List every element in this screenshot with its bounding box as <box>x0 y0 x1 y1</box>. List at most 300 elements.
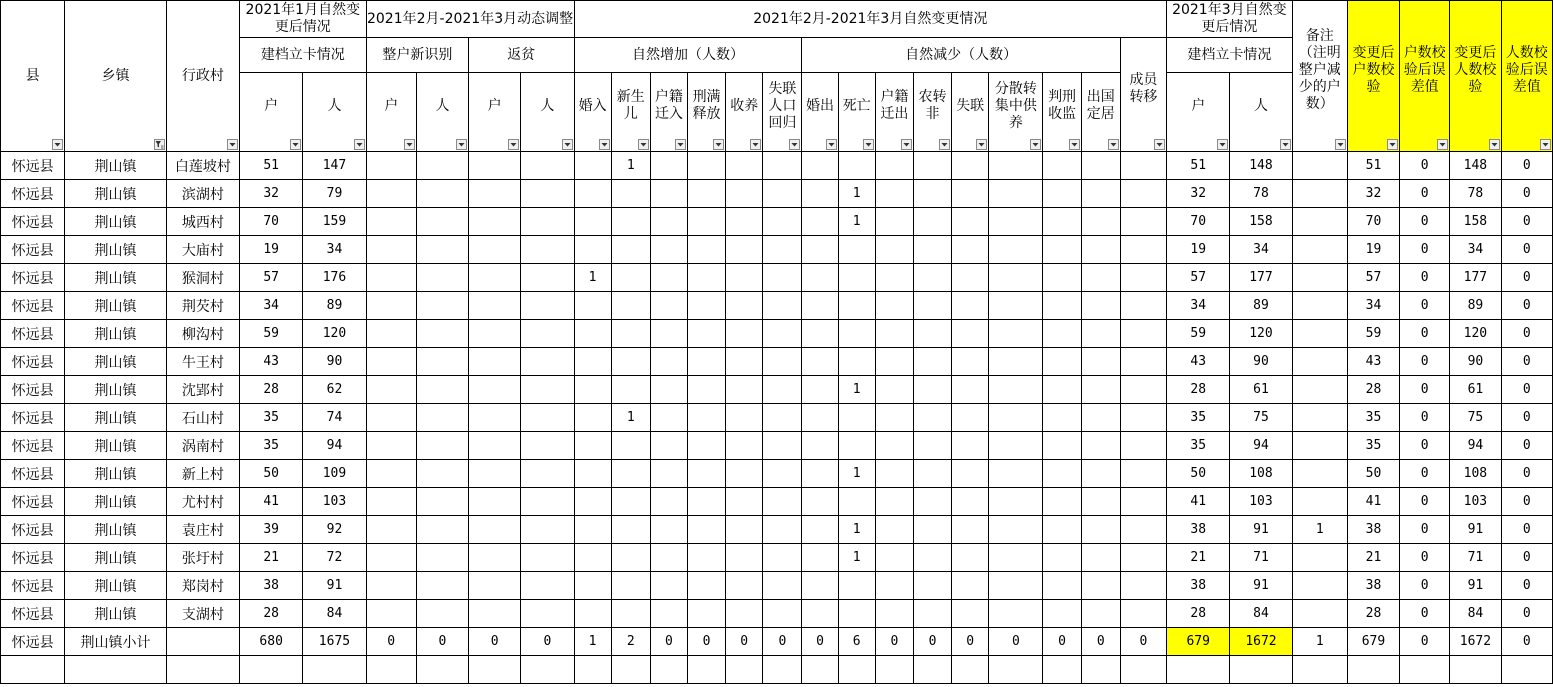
table-cell[interactable] <box>574 572 611 600</box>
table-cell[interactable] <box>687 264 725 292</box>
table-cell[interactable] <box>416 460 468 488</box>
table-cell[interactable] <box>611 236 650 264</box>
table-cell[interactable] <box>65 656 166 684</box>
table-cell[interactable]: 郑岗村 <box>166 572 239 600</box>
table-cell[interactable]: 0 <box>1501 516 1552 544</box>
table-cell[interactable]: 1 <box>838 460 875 488</box>
table-cell[interactable]: 43 <box>1167 348 1230 376</box>
table-cell[interactable]: 120 <box>1230 320 1292 348</box>
table-cell[interactable] <box>802 152 838 180</box>
table-cell[interactable] <box>1292 432 1347 460</box>
table-cell[interactable] <box>838 236 875 264</box>
table-cell[interactable] <box>1292 656 1347 684</box>
table-cell[interactable] <box>650 544 687 572</box>
table-cell[interactable]: 35 <box>1347 404 1399 432</box>
table-cell[interactable] <box>763 180 802 208</box>
table-cell[interactable] <box>574 208 611 236</box>
table-cell[interactable] <box>1043 208 1081 236</box>
table-cell[interactable]: 35 <box>1167 404 1230 432</box>
table-cell[interactable] <box>989 376 1043 404</box>
table-cell[interactable] <box>875 236 913 264</box>
filter-dropdown-icon[interactable] <box>1108 139 1119 150</box>
table-cell[interactable] <box>469 376 521 404</box>
table-cell[interactable]: 0 <box>1501 488 1552 516</box>
table-cell[interactable] <box>726 488 763 516</box>
table-cell[interactable] <box>416 404 468 432</box>
table-cell[interactable] <box>913 152 951 180</box>
table-cell[interactable]: 新上村 <box>166 460 239 488</box>
table-cell[interactable]: 怀远县 <box>1 516 65 544</box>
table-cell[interactable]: 0 <box>1400 432 1450 460</box>
table-cell[interactable] <box>521 152 574 180</box>
table-cell[interactable] <box>1292 544 1347 572</box>
table-cell[interactable] <box>650 432 687 460</box>
table-cell[interactable] <box>687 488 725 516</box>
table-cell[interactable] <box>650 404 687 432</box>
table-cell[interactable]: 38 <box>1347 572 1399 600</box>
table-cell[interactable]: 1 <box>838 376 875 404</box>
table-cell[interactable] <box>611 516 650 544</box>
table-cell[interactable]: 57 <box>1167 264 1230 292</box>
table-cell[interactable]: 1 <box>574 264 611 292</box>
table-cell[interactable] <box>416 656 468 684</box>
table-cell[interactable]: 91 <box>303 572 366 600</box>
table-cell[interactable] <box>802 208 838 236</box>
table-cell[interactable]: 159 <box>303 208 366 236</box>
table-cell[interactable] <box>521 348 574 376</box>
table-cell[interactable]: 怀远县 <box>1 264 65 292</box>
table-cell[interactable] <box>366 516 416 544</box>
table-cell[interactable] <box>469 320 521 348</box>
table-cell[interactable]: 怀远县 <box>1 320 65 348</box>
table-cell[interactable] <box>469 460 521 488</box>
table-cell[interactable]: 0 <box>802 628 838 656</box>
table-cell[interactable]: 147 <box>303 152 366 180</box>
table-cell[interactable]: 0 <box>1043 628 1081 656</box>
table-cell[interactable] <box>521 600 574 628</box>
table-cell[interactable] <box>1043 572 1081 600</box>
table-cell[interactable]: 大庙村 <box>166 236 239 264</box>
table-cell[interactable] <box>875 152 913 180</box>
table-cell[interactable]: 石山村 <box>166 404 239 432</box>
table-cell[interactable] <box>469 264 521 292</box>
table-cell[interactable] <box>913 432 951 460</box>
table-cell[interactable] <box>574 236 611 264</box>
table-cell[interactable] <box>366 404 416 432</box>
table-cell[interactable] <box>611 180 650 208</box>
table-cell[interactable]: 0 <box>1501 432 1552 460</box>
table-cell[interactable]: 91 <box>1230 572 1292 600</box>
table-cell[interactable]: 41 <box>240 488 303 516</box>
table-cell[interactable]: 176 <box>303 264 366 292</box>
table-cell[interactable]: 61 <box>1230 376 1292 404</box>
table-cell[interactable] <box>650 572 687 600</box>
table-cell[interactable] <box>989 348 1043 376</box>
table-cell[interactable] <box>875 348 913 376</box>
table-cell[interactable]: 21 <box>1347 544 1399 572</box>
table-cell[interactable]: 19 <box>1167 236 1230 264</box>
table-cell[interactable] <box>611 320 650 348</box>
table-cell[interactable]: 柳沟村 <box>166 320 239 348</box>
table-cell[interactable] <box>1292 376 1347 404</box>
table-cell[interactable]: 19 <box>240 236 303 264</box>
table-cell[interactable] <box>802 572 838 600</box>
table-cell[interactable]: 0 <box>1501 152 1552 180</box>
table-cell[interactable] <box>521 404 574 432</box>
table-cell[interactable] <box>913 544 951 572</box>
table-cell[interactable] <box>913 656 951 684</box>
table-cell[interactable] <box>416 292 468 320</box>
table-cell[interactable] <box>1043 180 1081 208</box>
table-cell[interactable]: 1 <box>838 516 875 544</box>
table-cell[interactable] <box>952 236 989 264</box>
table-cell[interactable] <box>1120 264 1166 292</box>
table-cell[interactable] <box>521 376 574 404</box>
table-cell[interactable]: 19 <box>1347 236 1399 264</box>
table-cell[interactable]: 荆山镇 <box>65 600 166 628</box>
table-cell[interactable] <box>726 292 763 320</box>
table-cell[interactable]: 0 <box>1400 292 1450 320</box>
table-cell[interactable]: 0 <box>1501 376 1552 404</box>
table-cell[interactable] <box>952 292 989 320</box>
table-cell[interactable] <box>687 292 725 320</box>
table-cell[interactable] <box>521 208 574 236</box>
table-cell[interactable] <box>875 376 913 404</box>
table-cell[interactable] <box>763 152 802 180</box>
table-cell[interactable] <box>469 600 521 628</box>
table-cell[interactable] <box>1120 292 1166 320</box>
table-cell[interactable]: 79 <box>303 180 366 208</box>
table-cell[interactable]: 0 <box>1400 544 1450 572</box>
table-cell[interactable] <box>952 460 989 488</box>
table-cell[interactable] <box>989 264 1043 292</box>
table-cell[interactable] <box>726 404 763 432</box>
table-cell[interactable] <box>802 320 838 348</box>
table-cell[interactable] <box>416 572 468 600</box>
table-cell[interactable]: 38 <box>1167 516 1230 544</box>
table-cell[interactable]: 1 <box>838 180 875 208</box>
table-cell[interactable] <box>1043 600 1081 628</box>
table-cell[interactable]: 怀远县 <box>1 544 65 572</box>
table-cell[interactable] <box>1081 432 1120 460</box>
table-cell[interactable] <box>1292 572 1347 600</box>
table-cell[interactable] <box>366 544 416 572</box>
table-cell[interactable] <box>1292 264 1347 292</box>
table-cell[interactable] <box>838 264 875 292</box>
table-cell[interactable] <box>1292 460 1347 488</box>
table-cell[interactable] <box>875 264 913 292</box>
table-cell[interactable]: 怀远县 <box>1 236 65 264</box>
table-cell[interactable] <box>763 460 802 488</box>
filter-dropdown-icon[interactable] <box>863 139 874 150</box>
table-cell[interactable] <box>1167 656 1230 684</box>
table-cell[interactable] <box>1081 600 1120 628</box>
table-cell[interactable] <box>687 376 725 404</box>
table-cell[interactable]: 怀远县 <box>1 152 65 180</box>
table-cell[interactable] <box>1501 656 1552 684</box>
table-cell[interactable] <box>416 376 468 404</box>
table-cell[interactable] <box>1043 488 1081 516</box>
table-cell[interactable]: 89 <box>1230 292 1292 320</box>
table-cell[interactable] <box>1120 432 1166 460</box>
table-cell[interactable] <box>952 516 989 544</box>
table-cell[interactable] <box>521 180 574 208</box>
table-cell[interactable]: 0 <box>1501 292 1552 320</box>
table-cell[interactable] <box>1081 292 1120 320</box>
filter-dropdown-icon[interactable] <box>1335 139 1346 150</box>
table-cell[interactable]: 32 <box>1347 180 1399 208</box>
table-cell[interactable] <box>1043 152 1081 180</box>
table-cell[interactable] <box>802 404 838 432</box>
table-cell[interactable] <box>726 572 763 600</box>
table-cell[interactable] <box>687 516 725 544</box>
filter-dropdown-icon[interactable] <box>562 139 573 150</box>
table-cell[interactable] <box>303 656 366 684</box>
table-cell[interactable]: 1 <box>838 544 875 572</box>
table-cell[interactable] <box>1120 488 1166 516</box>
table-cell[interactable]: 177 <box>1230 264 1292 292</box>
table-cell[interactable] <box>913 572 951 600</box>
table-cell[interactable]: 50 <box>240 460 303 488</box>
table-cell[interactable]: 51 <box>240 152 303 180</box>
table-cell[interactable] <box>611 572 650 600</box>
table-cell[interactable]: 28 <box>1347 600 1399 628</box>
table-cell[interactable]: 84 <box>1230 600 1292 628</box>
table-cell[interactable]: 61 <box>1450 376 1501 404</box>
table-cell[interactable]: 94 <box>1230 432 1292 460</box>
table-cell[interactable] <box>1081 180 1120 208</box>
table-cell[interactable]: 怀远县 <box>1 376 65 404</box>
table-cell[interactable] <box>366 152 416 180</box>
table-cell[interactable]: 荆山镇 <box>65 292 166 320</box>
table-cell[interactable] <box>1043 516 1081 544</box>
table-cell[interactable] <box>650 348 687 376</box>
table-cell[interactable] <box>726 460 763 488</box>
table-cell[interactable]: 94 <box>1450 432 1501 460</box>
table-cell[interactable]: 57 <box>1347 264 1399 292</box>
table-cell[interactable] <box>952 348 989 376</box>
table-cell[interactable] <box>1400 656 1450 684</box>
table-cell[interactable]: 679 <box>1167 628 1230 656</box>
table-cell[interactable] <box>838 656 875 684</box>
table-cell[interactable] <box>763 432 802 460</box>
table-cell[interactable]: 59 <box>1347 320 1399 348</box>
table-cell[interactable] <box>1292 208 1347 236</box>
table-cell[interactable] <box>366 236 416 264</box>
filter-dropdown-icon[interactable] <box>1489 139 1500 150</box>
table-cell[interactable] <box>875 544 913 572</box>
table-cell[interactable] <box>763 488 802 516</box>
table-cell[interactable] <box>838 152 875 180</box>
table-cell[interactable]: 1672 <box>1450 628 1501 656</box>
table-cell[interactable]: 90 <box>1230 348 1292 376</box>
table-cell[interactable] <box>1043 460 1081 488</box>
table-cell[interactable] <box>416 544 468 572</box>
table-cell[interactable] <box>726 320 763 348</box>
filter-dropdown-icon[interactable] <box>1437 139 1448 150</box>
filter-dropdown-icon[interactable] <box>1069 139 1080 150</box>
filter-dropdown-icon[interactable] <box>713 139 724 150</box>
table-cell[interactable]: 荆山镇 <box>65 572 166 600</box>
filter-dropdown-icon[interactable] <box>750 139 761 150</box>
table-cell[interactable]: 荆山镇 <box>65 488 166 516</box>
table-cell[interactable]: 89 <box>1450 292 1501 320</box>
table-cell[interactable] <box>726 348 763 376</box>
table-cell[interactable] <box>366 320 416 348</box>
table-cell[interactable] <box>726 544 763 572</box>
table-cell[interactable] <box>611 348 650 376</box>
table-cell[interactable]: 91 <box>1450 572 1501 600</box>
table-cell[interactable] <box>521 656 574 684</box>
table-cell[interactable] <box>952 376 989 404</box>
table-cell[interactable]: 34 <box>1347 292 1399 320</box>
table-cell[interactable] <box>763 404 802 432</box>
table-cell[interactable] <box>366 488 416 516</box>
table-cell[interactable]: 张圩村 <box>166 544 239 572</box>
table-cell[interactable] <box>687 348 725 376</box>
table-cell[interactable] <box>1230 656 1292 684</box>
table-cell[interactable]: 109 <box>303 460 366 488</box>
table-cell[interactable] <box>989 656 1043 684</box>
table-cell[interactable] <box>366 656 416 684</box>
table-cell[interactable] <box>1292 236 1347 264</box>
table-cell[interactable]: 0 <box>1400 152 1450 180</box>
table-cell[interactable]: 57 <box>240 264 303 292</box>
table-cell[interactable]: 90 <box>303 348 366 376</box>
table-cell[interactable]: 34 <box>1167 292 1230 320</box>
filter-dropdown-icon[interactable] <box>290 139 301 150</box>
table-cell[interactable]: 0 <box>1400 628 1450 656</box>
table-cell[interactable] <box>913 600 951 628</box>
table-cell[interactable] <box>802 544 838 572</box>
table-cell[interactable]: 0 <box>1400 236 1450 264</box>
table-cell[interactable] <box>1043 376 1081 404</box>
table-cell[interactable]: 158 <box>1230 208 1292 236</box>
table-cell[interactable] <box>166 656 239 684</box>
table-cell[interactable] <box>416 236 468 264</box>
filter-dropdown-icon[interactable] <box>1154 139 1165 150</box>
table-cell[interactable] <box>726 152 763 180</box>
table-cell[interactable] <box>1120 404 1166 432</box>
table-cell[interactable] <box>952 320 989 348</box>
table-cell[interactable]: 1 <box>838 208 875 236</box>
table-cell[interactable] <box>521 432 574 460</box>
table-cell[interactable] <box>763 320 802 348</box>
table-cell[interactable]: 89 <box>303 292 366 320</box>
table-cell[interactable] <box>726 236 763 264</box>
table-cell[interactable]: 38 <box>240 572 303 600</box>
table-cell[interactable]: 0 <box>1400 208 1450 236</box>
table-cell[interactable]: 荆山镇 <box>65 208 166 236</box>
table-cell[interactable]: 679 <box>1347 628 1399 656</box>
table-cell[interactable]: 78 <box>1230 180 1292 208</box>
table-cell[interactable]: 103 <box>1450 488 1501 516</box>
table-cell[interactable] <box>989 488 1043 516</box>
table-cell[interactable]: 78 <box>1450 180 1501 208</box>
table-cell[interactable]: 38 <box>1167 572 1230 600</box>
table-cell[interactable]: 103 <box>1230 488 1292 516</box>
filter-dropdown-icon[interactable] <box>789 139 800 150</box>
table-cell[interactable]: 72 <box>303 544 366 572</box>
table-cell[interactable] <box>913 180 951 208</box>
filter-dropdown-icon[interactable] <box>1387 139 1398 150</box>
table-cell[interactable] <box>726 516 763 544</box>
table-cell[interactable] <box>521 516 574 544</box>
table-cell[interactable]: 2 <box>611 628 650 656</box>
table-cell[interactable] <box>650 208 687 236</box>
table-cell[interactable] <box>1450 656 1501 684</box>
table-cell[interactable] <box>687 320 725 348</box>
table-cell[interactable] <box>875 656 913 684</box>
table-cell[interactable] <box>763 572 802 600</box>
table-cell[interactable]: 0 <box>1400 376 1450 404</box>
table-cell[interactable] <box>650 600 687 628</box>
table-cell[interactable]: 103 <box>303 488 366 516</box>
table-cell[interactable]: 1 <box>611 404 650 432</box>
table-cell[interactable] <box>989 180 1043 208</box>
table-cell[interactable] <box>1043 292 1081 320</box>
table-cell[interactable] <box>875 488 913 516</box>
table-cell[interactable] <box>469 208 521 236</box>
table-cell[interactable]: 0 <box>1081 628 1120 656</box>
table-cell[interactable]: 0 <box>1400 516 1450 544</box>
table-cell[interactable] <box>1081 516 1120 544</box>
table-cell[interactable] <box>1081 572 1120 600</box>
table-cell[interactable] <box>802 656 838 684</box>
table-cell[interactable] <box>687 460 725 488</box>
table-cell[interactable] <box>1120 152 1166 180</box>
table-cell[interactable]: 84 <box>303 600 366 628</box>
table-cell[interactable] <box>1043 432 1081 460</box>
table-cell[interactable] <box>416 208 468 236</box>
table-cell[interactable] <box>366 348 416 376</box>
table-cell[interactable] <box>650 460 687 488</box>
table-cell[interactable] <box>611 544 650 572</box>
table-cell[interactable]: 148 <box>1450 152 1501 180</box>
table-cell[interactable]: 0 <box>989 628 1043 656</box>
table-cell[interactable] <box>521 320 574 348</box>
table-cell[interactable] <box>875 292 913 320</box>
table-cell[interactable] <box>687 572 725 600</box>
table-cell[interactable]: 沈郢村 <box>166 376 239 404</box>
table-cell[interactable]: 荆山镇 <box>65 152 166 180</box>
table-cell[interactable]: 32 <box>240 180 303 208</box>
table-cell[interactable]: 51 <box>1347 152 1399 180</box>
table-cell[interactable] <box>611 656 650 684</box>
table-cell[interactable] <box>469 656 521 684</box>
table-cell[interactable] <box>521 460 574 488</box>
table-cell[interactable] <box>952 264 989 292</box>
filter-dropdown-icon[interactable] <box>826 139 837 150</box>
table-cell[interactable] <box>366 292 416 320</box>
table-cell[interactable]: 荆山镇 <box>65 460 166 488</box>
table-cell[interactable] <box>875 460 913 488</box>
table-cell[interactable] <box>611 600 650 628</box>
table-cell[interactable]: 50 <box>1167 460 1230 488</box>
table-cell[interactable]: 43 <box>240 348 303 376</box>
table-cell[interactable] <box>875 404 913 432</box>
table-cell[interactable]: 71 <box>1450 544 1501 572</box>
table-cell[interactable]: 177 <box>1450 264 1501 292</box>
table-cell[interactable]: 怀远县 <box>1 348 65 376</box>
table-cell[interactable] <box>469 404 521 432</box>
filter-dropdown-icon[interactable] <box>1030 139 1041 150</box>
filter-dropdown-icon[interactable] <box>976 139 987 150</box>
table-cell[interactable] <box>469 572 521 600</box>
table-cell[interactable] <box>763 516 802 544</box>
table-cell[interactable] <box>366 180 416 208</box>
table-cell[interactable] <box>1292 488 1347 516</box>
